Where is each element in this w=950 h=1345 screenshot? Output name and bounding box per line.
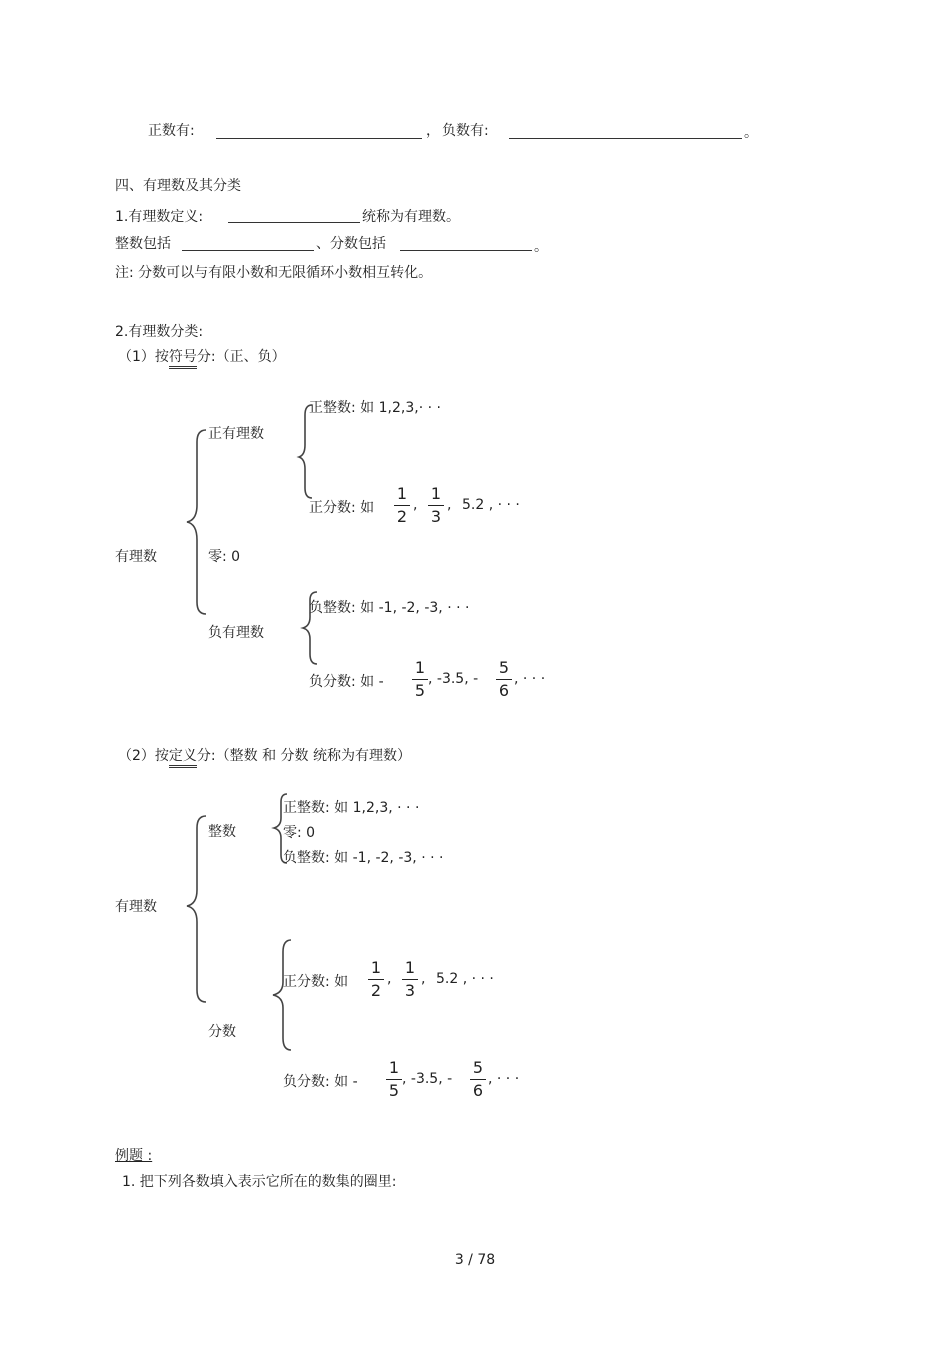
zero: 零: 0 xyxy=(208,549,241,565)
definition-prefix: 1.有理数定义: xyxy=(115,209,204,225)
fractions-include-label: 、分数包括 xyxy=(316,236,386,252)
question-1: 1. 把下列各数填入表示它所在的数集的圈里: xyxy=(122,1174,397,1190)
tree2-root: 有理数 xyxy=(115,899,157,915)
integers-include-label: 整数包括 xyxy=(115,236,171,252)
negative-fractions-label: 负分数: 如 - xyxy=(309,674,384,690)
negative-rational: 负有理数 xyxy=(208,625,264,641)
positive-integers: 正整数: 如 1,2,3,· · · xyxy=(309,400,441,416)
negative-fractions-mid: , -3.5, - xyxy=(402,1071,453,1087)
by-sign-heading: （1）按符号分:（正、负） xyxy=(118,346,286,366)
positive-fractions-tail: 5.2 , · · · xyxy=(462,497,520,513)
integers: 整数 xyxy=(208,824,236,840)
note: 注: 分数可以与有限小数和无限循环小数相互转化。 xyxy=(115,265,433,281)
negative-numbers-label: 负数有: xyxy=(442,123,489,139)
period: 。 xyxy=(534,239,548,255)
example-title: 例题 : xyxy=(115,1148,153,1164)
separator: , xyxy=(447,497,452,513)
negative-integers: 负整数: 如 -1, -2, -3, · · · xyxy=(309,600,470,616)
by-definition-heading: （2）按定义分:（整数 和 分数 统称为有理数） xyxy=(118,745,411,765)
negative-fractions-tail: , · · · xyxy=(514,671,546,687)
definition-suffix: 统称为有理数。 xyxy=(362,209,460,225)
fraction-one-third: 1 3 xyxy=(402,960,418,999)
zero: 零: 0 xyxy=(283,825,316,841)
positive-fractions-label: 正分数: 如 xyxy=(309,500,375,516)
positive-numbers-label: 正数有: xyxy=(148,123,195,139)
positive-fractions-label: 正分数: 如 xyxy=(283,974,349,990)
separator: , xyxy=(421,971,426,987)
tree1-root: 有理数 xyxy=(115,549,157,565)
fraction-one-fifth: 1 5 xyxy=(412,660,428,699)
separator: , xyxy=(387,971,392,987)
positive-rational: 正有理数 xyxy=(208,426,264,442)
negative-integers: 负整数: 如 -1, -2, -3, · · · xyxy=(283,850,444,866)
classification-title: 2.有理数分类: xyxy=(115,324,204,340)
comma: ， xyxy=(426,123,440,139)
fraction-one-half: 1 2 xyxy=(394,486,410,525)
section-title: 四、有理数及其分类 xyxy=(115,178,241,194)
fraction-five-sixths: 5 6 xyxy=(470,1060,486,1099)
fraction-one-half: 1 2 xyxy=(368,960,384,999)
period: 。 xyxy=(744,125,758,141)
fraction-one-third: 1 3 xyxy=(428,486,444,525)
fraction-five-sixths: 5 6 xyxy=(496,660,512,699)
negative-fractions-label: 负分数: 如 - xyxy=(283,1074,358,1090)
positive-fractions-tail: 5.2 , · · · xyxy=(436,971,494,987)
separator: , xyxy=(413,497,418,513)
fractions: 分数 xyxy=(208,1024,236,1040)
positive-integers: 正整数: 如 1,2,3, · · · xyxy=(283,800,420,816)
page-number: 3 / 78 xyxy=(454,1252,496,1268)
negative-fractions-mid: , -3.5, - xyxy=(428,671,479,687)
fraction-one-fifth: 1 5 xyxy=(386,1060,402,1099)
negative-fractions-tail: , · · · xyxy=(488,1071,520,1087)
